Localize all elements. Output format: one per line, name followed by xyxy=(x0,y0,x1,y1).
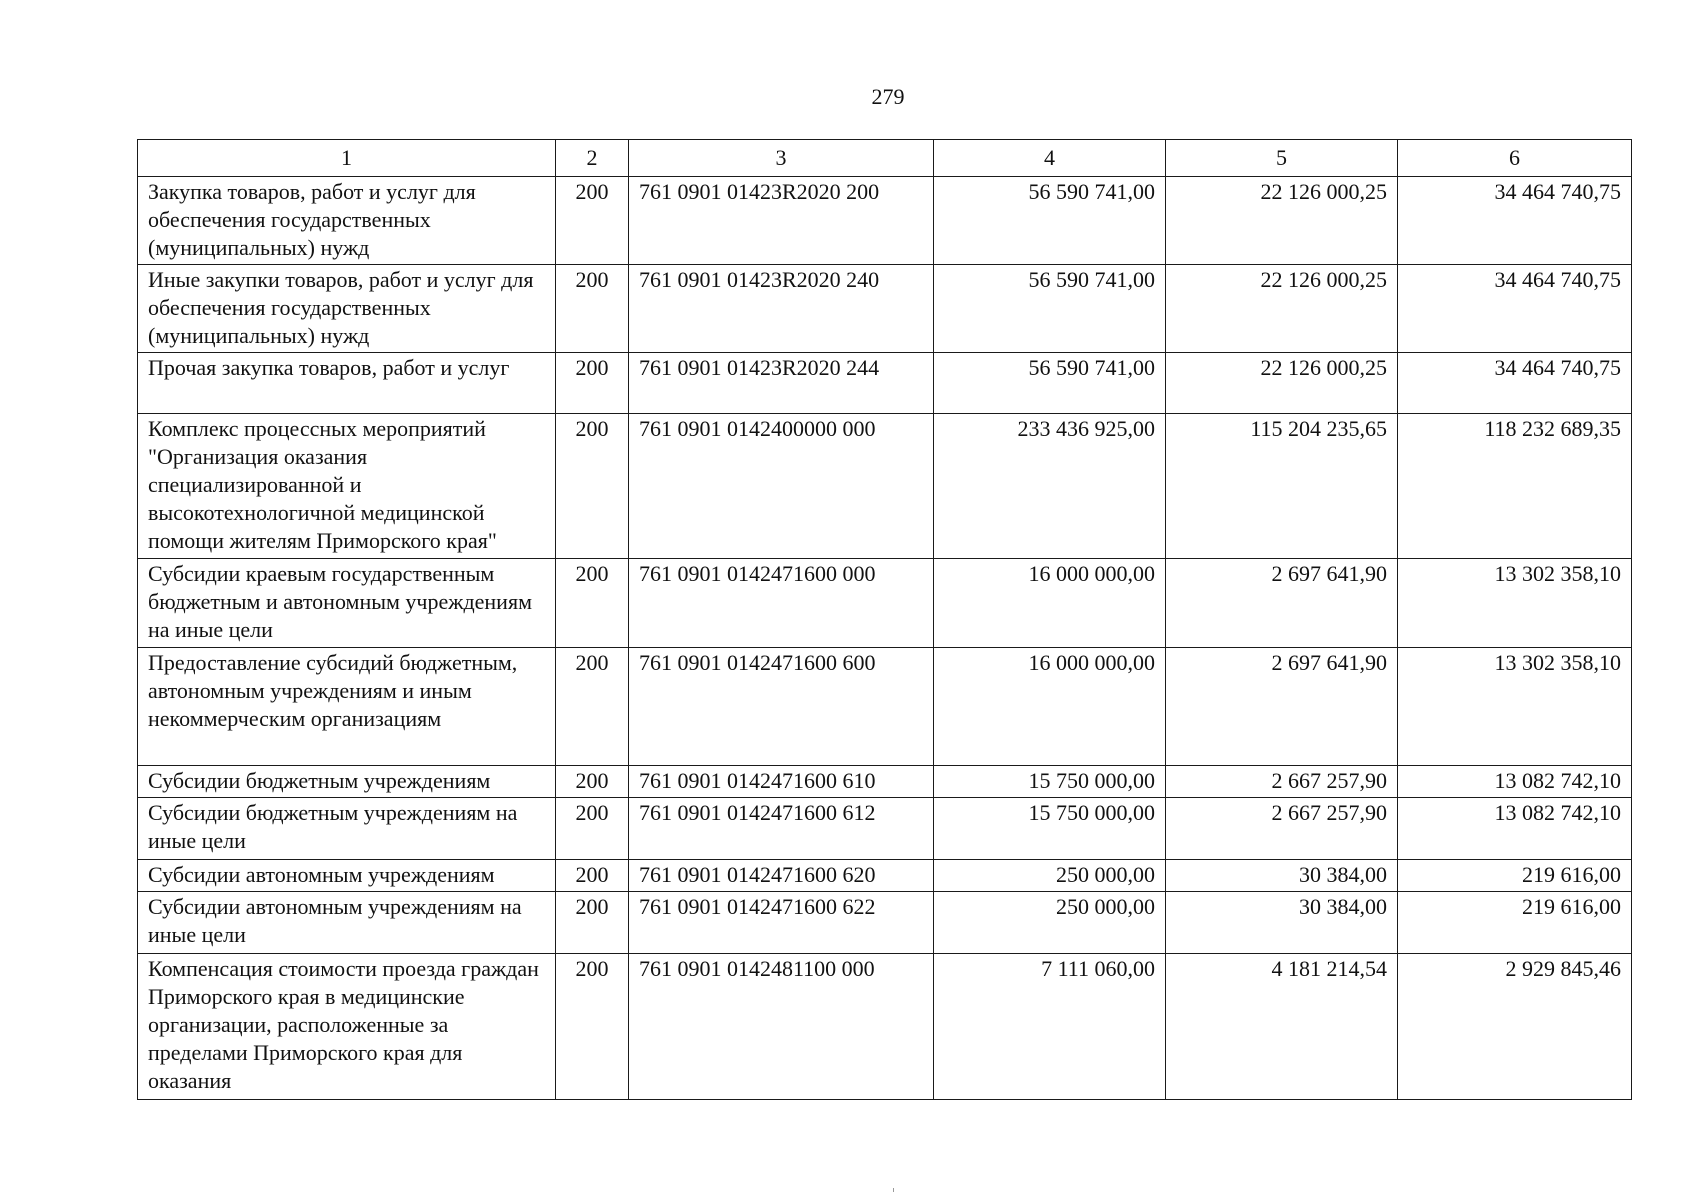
row-name: Субсидии бюджетным учреждениям xyxy=(138,766,556,798)
row-amount-4: 16 000 000,00 xyxy=(934,559,1166,648)
row-group: 200 xyxy=(556,766,629,798)
row-amount-6: 118 232 689,35 xyxy=(1398,414,1632,559)
budget-table xyxy=(137,139,1632,1100)
row-amount-4: 7 111 060,00 xyxy=(934,954,1166,1100)
row-amount-6: 219 616,00 xyxy=(1398,892,1632,954)
row-code: 761 0901 01423R2020 244 xyxy=(629,353,934,414)
row-name: Субсидии бюджетным учреждениям на иные цели xyxy=(138,798,556,860)
row-amount-5: 30 384,00 xyxy=(1166,892,1398,954)
row-amount-5: 115 204 235,65 xyxy=(1166,414,1398,559)
row-amount-4: 56 590 741,00 xyxy=(934,265,1166,353)
row-group: 200 xyxy=(556,860,629,892)
row-group: 200 xyxy=(556,648,629,766)
row-name: Прочая закупка товаров, работ и услуг xyxy=(138,353,556,414)
column-header-3: 3 xyxy=(629,140,934,177)
table-row xyxy=(138,892,1632,954)
row-name: Компенсация стоимости проезда граждан Приморского края в медицинские организации, расположенные за пределами Приморского края для оказания xyxy=(138,954,556,1100)
table-header-row xyxy=(138,140,1632,177)
row-amount-6: 13 302 358,10 xyxy=(1398,648,1632,766)
row-amount-6: 219 616,00 xyxy=(1398,860,1632,892)
row-amount-6: 34 464 740,75 xyxy=(1398,265,1632,353)
table-row xyxy=(138,414,1632,559)
row-group: 200 xyxy=(556,353,629,414)
row-code: 761 0901 01423R2020 240 xyxy=(629,265,934,353)
table-row xyxy=(138,954,1632,1100)
column-header-1: 1 xyxy=(138,140,556,177)
row-name: Иные закупки товаров, работ и услуг для обеспечения государственных (муниципальных) нужд xyxy=(138,265,556,353)
row-amount-6: 34 464 740,75 xyxy=(1398,177,1632,265)
row-amount-4: 56 590 741,00 xyxy=(934,177,1166,265)
table-row xyxy=(138,648,1632,766)
row-amount-6: 13 082 742,10 xyxy=(1398,798,1632,860)
row-amount-5: 2 697 641,90 xyxy=(1166,559,1398,648)
scan-speck xyxy=(893,1188,894,1192)
row-amount-5: 2 697 641,90 xyxy=(1166,648,1398,766)
column-header-5: 5 xyxy=(1166,140,1398,177)
row-code: 761 0901 01423R2020 200 xyxy=(629,177,934,265)
row-amount-4: 16 000 000,00 xyxy=(934,648,1166,766)
table-row xyxy=(138,860,1632,892)
table-row xyxy=(138,766,1632,798)
row-amount-4: 56 590 741,00 xyxy=(934,353,1166,414)
row-group: 200 xyxy=(556,798,629,860)
row-amount-5: 4 181 214,54 xyxy=(1166,954,1398,1100)
row-amount-5: 2 667 257,90 xyxy=(1166,766,1398,798)
row-group: 200 xyxy=(556,559,629,648)
table-row xyxy=(138,353,1632,414)
row-group: 200 xyxy=(556,954,629,1100)
row-amount-5: 22 126 000,25 xyxy=(1166,353,1398,414)
row-code: 761 0901 0142400000 000 xyxy=(629,414,934,559)
row-code: 761 0901 0142481100 000 xyxy=(629,954,934,1100)
row-amount-5: 22 126 000,25 xyxy=(1166,177,1398,265)
row-amount-6: 2 929 845,46 xyxy=(1398,954,1632,1100)
row-amount-6: 13 302 358,10 xyxy=(1398,559,1632,648)
row-name: Закупка товаров, работ и услуг для обеспечения государственных (муниципальных) нужд xyxy=(138,177,556,265)
row-name: Предоставление субсидий бюджетным, автономным учреждениям и иным некоммерческим организациям xyxy=(138,648,556,766)
row-amount-5: 30 384,00 xyxy=(1166,860,1398,892)
row-code: 761 0901 0142471600 622 xyxy=(629,892,934,954)
column-header-6: 6 xyxy=(1398,140,1632,177)
row-code: 761 0901 0142471600 620 xyxy=(629,860,934,892)
row-amount-6: 13 082 742,10 xyxy=(1398,766,1632,798)
row-code: 761 0901 0142471600 610 xyxy=(629,766,934,798)
row-code: 761 0901 0142471600 612 xyxy=(629,798,934,860)
row-amount-4: 233 436 925,00 xyxy=(934,414,1166,559)
table-row xyxy=(138,265,1632,353)
column-header-4: 4 xyxy=(934,140,1166,177)
page-number: 279 xyxy=(871,84,905,109)
table-row xyxy=(138,177,1632,265)
row-name: Комплекс процессных мероприятий "Организация оказания специализированной и высокотехнологичной медицинской помощи жителям Приморского края" xyxy=(138,414,556,559)
row-amount-5: 2 667 257,90 xyxy=(1166,798,1398,860)
row-amount-4: 250 000,00 xyxy=(934,860,1166,892)
table-row xyxy=(138,559,1632,648)
row-code: 761 0901 0142471600 600 xyxy=(629,648,934,766)
row-amount-4: 15 750 000,00 xyxy=(934,798,1166,860)
row-group: 200 xyxy=(556,177,629,265)
row-amount-6: 34 464 740,75 xyxy=(1398,353,1632,414)
row-amount-4: 250 000,00 xyxy=(934,892,1166,954)
row-amount-4: 15 750 000,00 xyxy=(934,766,1166,798)
table-row xyxy=(138,798,1632,860)
row-name: Субсидии автономным учреждениям xyxy=(138,860,556,892)
column-header-2: 2 xyxy=(556,140,629,177)
row-group: 200 xyxy=(556,414,629,559)
row-group: 200 xyxy=(556,265,629,353)
row-group: 200 xyxy=(556,892,629,954)
row-amount-5: 22 126 000,25 xyxy=(1166,265,1398,353)
row-name: Субсидии краевым государственным бюджетным и автономным учреждениям на иные цели xyxy=(138,559,556,648)
row-name: Субсидии автономным учреждениям на иные цели xyxy=(138,892,556,954)
row-code: 761 0901 0142471600 000 xyxy=(629,559,934,648)
